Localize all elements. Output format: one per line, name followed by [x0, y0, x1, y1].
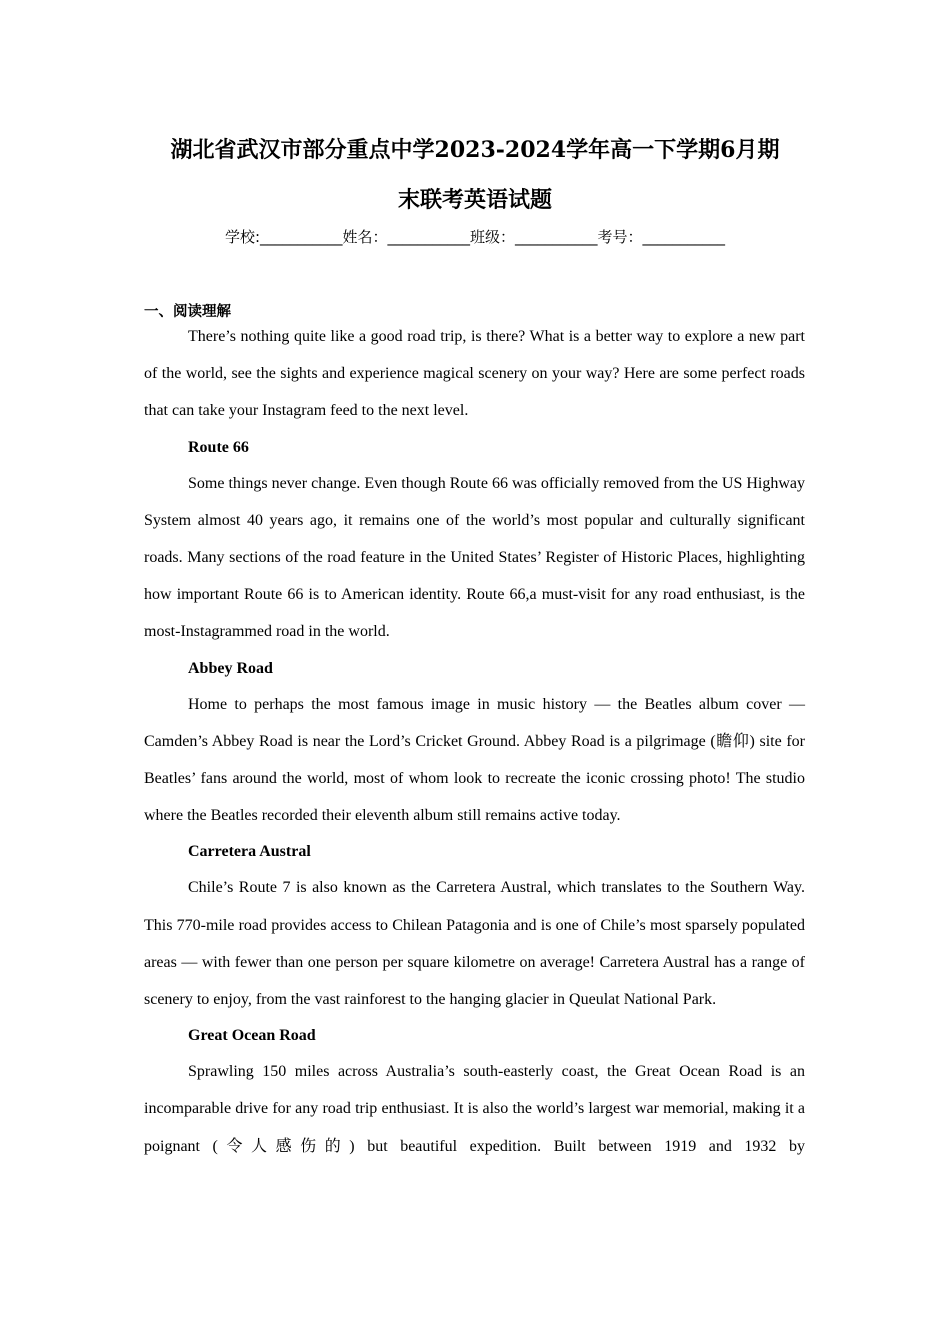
- road-paragraph-abbey-road: Home to perhaps the most famous image in music history — the Beatles album cover — Camden’s Abbey Road is near the Lord’s Cricket Ground. Abbey Road is a pilgrimage (瞻仰) site for Beatles’ fans around the world, most of whom look to recreate the iconic crossing photo! The studio where the Beatles recorded their eleventh album still remains active today.: [144, 695, 805, 825]
- road-heading-abbey-road: Abbey Road: [188, 659, 273, 677]
- intro-paragraph: There’s nothing quite like a good road trip, is there? What is a better way to explore a new part of the world, see the sights and experience magical scenery on your way? Here are some perfect roads that can take your Instagram feed to the next level.: [144, 328, 805, 420]
- student-info-line: 学校:___________姓名：___________班级：___________考号：___________: [224, 228, 726, 246]
- road-heading-carretera-austral: Carretera Austral: [188, 843, 311, 861]
- section-heading: 一、阅读理解: [144, 304, 231, 320]
- road-paragraph-carretera-austral: Chile’s Route 7 is also known as the Carretera Austral, which translates to the Southern Way. This 770-mile road provides access to Chilean Patagonia and is one of Chile’s most sparsely populated areas — with fewer than one person per square kilometre on average! Carretera Austral has a range of scenery to enjoy, from the vast rainforest to the hanging glacier in Queulat National Park.: [144, 879, 805, 1009]
- document-title-line-1: 湖北省武汉市部分重点中学2023-2024学年高一下学期6月期: [170, 137, 780, 163]
- road-paragraph-great-ocean-road: Sprawling 150 miles across Australia’s south-easterly coast, the Great Ocean Road is an incomparable drive for any road trip enthusiast. It is also the world’s largest war memorial, making it a poignant (令人感伤的) but beautiful expedition. Built between 1919 and 1932 by: [144, 1063, 805, 1155]
- road-paragraph-route-66: Some things never change. Even though Route 66 was officially removed from the US Highway System almost 40 years ago, it remains one of the world’s most popular and culturally significant roads. Many sections of the road feature in the United States’ Register of Historic Places, highlighting how important Route 66 is to American identity. Route 66,a must-visit for any road enthusiast, is the most-Instagrammed road in the world.: [144, 474, 805, 641]
- document-title-line-2: 末联考英语试题: [397, 187, 552, 213]
- road-heading-route-66: Route 66: [188, 438, 249, 456]
- road-heading-great-ocean-road: Great Ocean Road: [188, 1027, 316, 1045]
- reading-passage: [144, 318, 805, 1165]
